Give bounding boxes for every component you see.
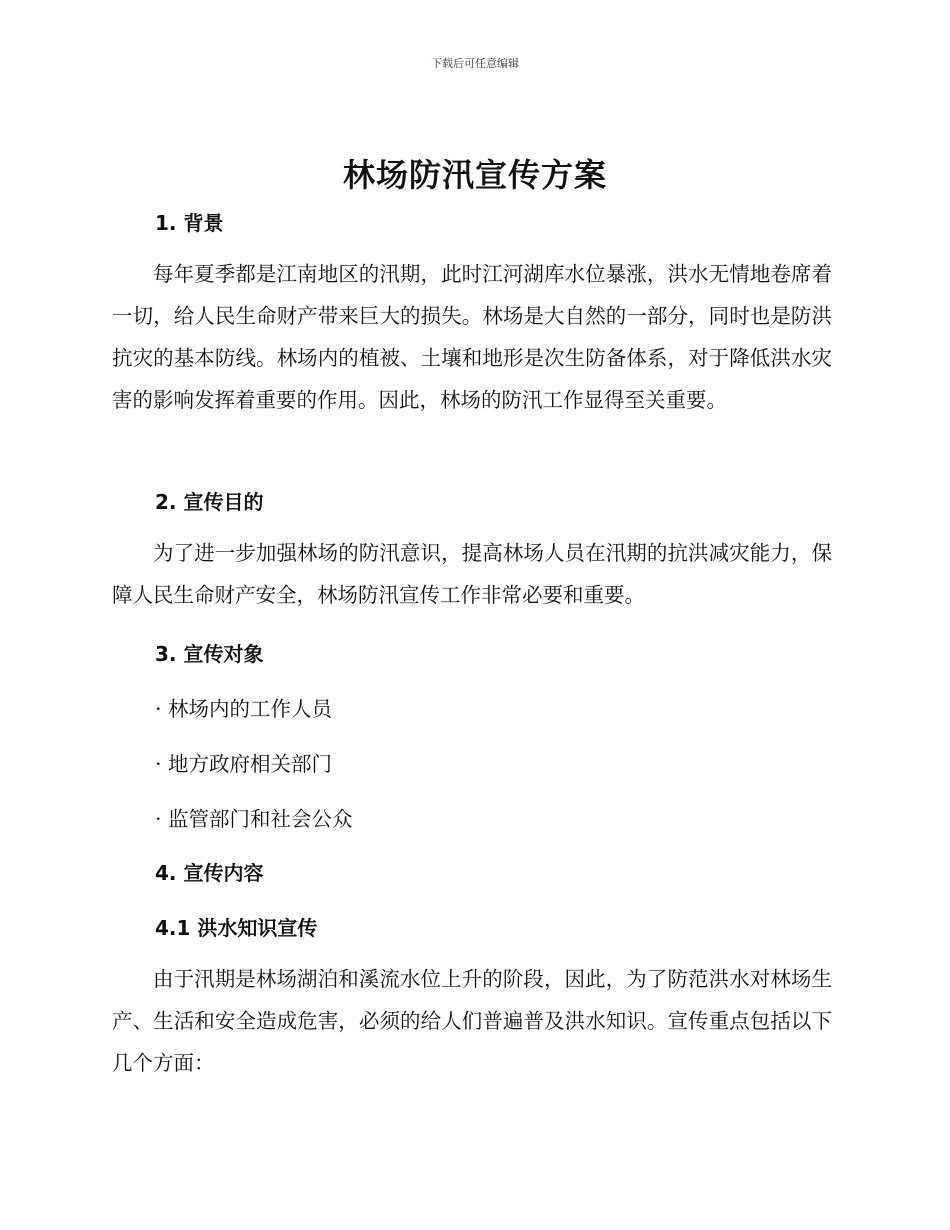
document-title: 林场防汛宣传方案 [342,156,607,194]
section-heading-purpose: 2. 宣传目的 [155,490,264,514]
paragraph-flood-knowledge: 由于汛期是林场湖泊和溪流水位上升的阶段，因此，为了防范洪水对林场生产、生活和安全造成危害，必须的给人们普遍普及洪水知识。宣传重点包括以下几个方面： [112,967,832,1075]
list-item-audience: · 林场内的工作人员 [155,697,333,721]
section-heading-content: 4. 宣传内容 [155,861,264,885]
list-item-audience: · 地方政府相关部门 [155,752,333,776]
paragraph-purpose: 为了进一步加强林场的防汛意识，提高林场人员在汛期的抗洪减灾能力，保障人民生命财产安全，林场防汛宣传工作非常必要和重要。 [112,541,832,607]
header-note: 下载后可任意编辑 [431,57,519,70]
subsection-heading-flood-knowledge: 4.1 洪水知识宣传 [155,916,318,940]
paragraph-background: 每年夏季都是江南地区的汛期，此时江河湖库水位暴涨，洪水无情地卷席着一切，给人民生命财产带来巨大的损失。林场是大自然的一部分，同时也是防洪抗灾的基本防线。林场内的植被、土壤和地形是次生防备体系，对于降低洪水灾害的影响发挥着重要的作用。因此，林场的防汛工作显得至关重要。 [112,262,832,412]
section-heading-background: 1. 背景 [155,211,224,235]
section-heading-audience: 3. 宣传对象 [155,642,264,666]
list-item-audience: · 监管部门和社会公众 [155,807,353,831]
